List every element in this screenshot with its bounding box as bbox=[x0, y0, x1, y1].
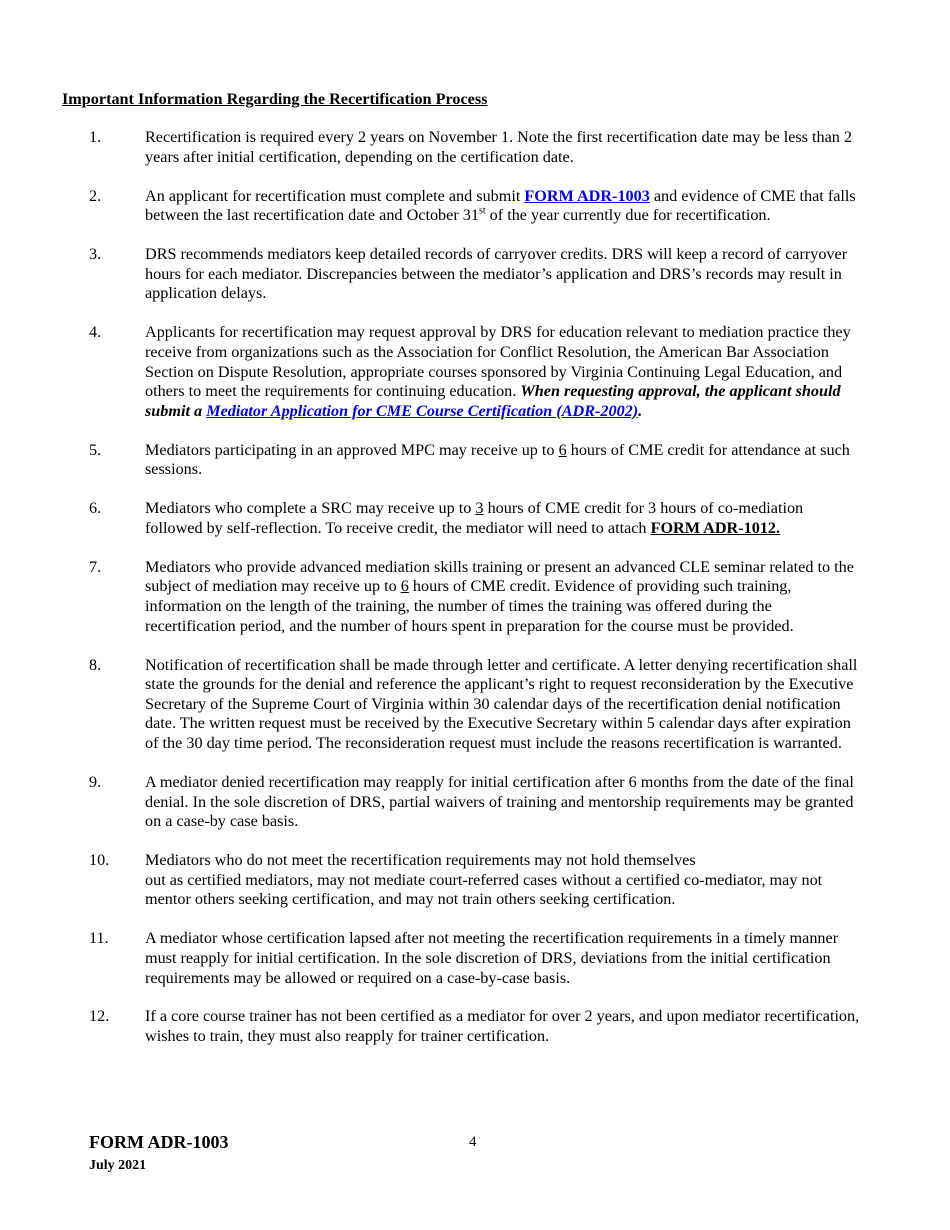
footer-date: July 2021 bbox=[89, 1158, 147, 1173]
list-item bbox=[0, 499, 950, 538]
list-item bbox=[0, 245, 950, 304]
item-number: 6. bbox=[89, 499, 102, 518]
list-item bbox=[0, 1007, 950, 1046]
item-text-part: hours of CME credit for 3 hours of co-mediation followed by self-reflection. To receive credit, the mediator will need to attach bbox=[145, 499, 804, 537]
item-text: DRS recommends mediators keep detailed records of carryover credits. DRS will keep a record of carryover hours for each mediator. Discrepancies between the mediator’s application and DRS’s records may result in application delays. bbox=[145, 245, 848, 303]
item-text-part: Mediators who complete a SRC may receive up to bbox=[145, 499, 476, 518]
recertification-list bbox=[0, 128, 950, 1066]
item-number: 10. bbox=[89, 851, 110, 870]
item-text: If a core course trainer has not been certified as a mediator for over 2 years, and upon mediator recertification, wishes to train, they must also reapply for trainer certification. bbox=[145, 1007, 860, 1046]
item-number: 11. bbox=[89, 929, 109, 948]
item-text bbox=[145, 323, 863, 421]
item-text: Recertification is required every 2 years on November 1. Note the first recertification date may be less than 2 years after initial certification, depending on the certification date. bbox=[145, 128, 853, 166]
ordinal-suffix: st bbox=[478, 205, 486, 217]
list-item bbox=[0, 656, 950, 754]
hours-value: 6 bbox=[400, 577, 409, 596]
item-text-part: hours of CME credit for attendance at such sessions. bbox=[145, 440, 850, 479]
item-number: 3. bbox=[89, 245, 102, 264]
item-text bbox=[145, 558, 863, 636]
item-text-part: Mediators who provide advanced mediation skills training or present an advanced CLE seminar related to the subject of mediation may receive up to bbox=[145, 557, 854, 596]
page-number: 4 bbox=[469, 1134, 477, 1150]
item-number: 9. bbox=[89, 772, 102, 791]
item-text bbox=[145, 187, 863, 226]
list-item bbox=[0, 323, 950, 421]
cme-course-application-link[interactable]: Mediator Application for CME Course Certification (ADR-2002) bbox=[206, 401, 639, 420]
item-text-part: hours of CME credit. Evidence of providing such training, information on the length of the training, the number of times the training was offered during the recertification period, and the number of hours spent in preparation for the course must be provided. bbox=[145, 577, 794, 635]
list-item bbox=[0, 558, 950, 636]
item-number: 1. bbox=[89, 128, 102, 146]
list-item bbox=[0, 128, 950, 167]
item-text-line: Mediators who do not meet the recertification requirements may not hold themselves bbox=[145, 851, 696, 870]
item-text-part: Mediators participating in an approved MPC may receive up to bbox=[145, 440, 559, 459]
form-adr-1012-reference: FORM ADR-1012. bbox=[650, 518, 781, 537]
hours-value: 6 bbox=[558, 440, 567, 459]
item-number: 7. bbox=[89, 557, 102, 576]
section-heading: Important Information Regarding the Recertification Process bbox=[62, 90, 488, 108]
item-text-part: An applicant for recertification must complete and submit bbox=[145, 186, 525, 205]
item-text-part: and evidence of CME that falls between the last recertification date and October 31 bbox=[145, 186, 856, 225]
emphasis-text: When requesting approval, the applicant should submit a bbox=[145, 382, 841, 420]
item-text bbox=[145, 441, 863, 480]
list-item bbox=[0, 851, 950, 910]
item-text: A mediator denied recertification may reapply for initial certification after 6 months from the date of the final denial. In the sole discretion of DRS, partial waivers of training and mentorship requirements may be granted on a case-by case basis. bbox=[145, 772, 854, 831]
item-text: A mediator whose certification lapsed after not meeting the recertification requirements in a timely manner must reapply for initial certification. In the sole discretion of DRS, deviations from the initial certification requirements may be allowed or required on a case-by-case basis. bbox=[145, 929, 839, 987]
item-text: Notification of recertification shall be made through letter and certificate. A letter denying recertification shall state the grounds for the denial and reference the applicant’s right to request reconsideration by the Executive Secretary of the Supreme Court of Virginia within 30 calendar days of the recertification denial notification date. The written request must be received by the Executive Secretary within 5 calendar days after expiration of the 30 day time period. The reconsideration request must include the reasons recertification is warranted. bbox=[145, 655, 858, 752]
item-text bbox=[145, 851, 863, 910]
item-text bbox=[145, 499, 863, 538]
item-text-line: out as certified mediators, may not mediate court-referred cases without a certified co-mediator, may not mentor others seeking certification, and may not train others seeking certification. bbox=[145, 870, 823, 909]
list-item bbox=[0, 441, 950, 480]
list-item bbox=[0, 929, 950, 988]
item-text-part: of the year currently due for recertification. bbox=[485, 206, 771, 225]
item-text-part: . bbox=[638, 401, 643, 420]
item-number: 12. bbox=[89, 1007, 110, 1026]
item-number: 4. bbox=[89, 323, 102, 342]
item-number: 8. bbox=[89, 655, 102, 674]
item-text-part: Applicants for recertification may request approval by DRS for education relevant to mediation practice they receive from organizations such as the Association for Conflict Resolution, the American Bar Association Section on Dispute Resolution, appropriate courses sponsored by Virginia Continuing Legal Education, and others to meet the requirements for continuing education. bbox=[145, 323, 851, 401]
list-item bbox=[0, 773, 950, 832]
item-number: 5. bbox=[89, 440, 102, 459]
hours-value: 3 bbox=[475, 499, 484, 518]
item-number: 2. bbox=[89, 186, 102, 205]
list-item bbox=[0, 187, 950, 226]
footer-form-id: FORM ADR-1003 bbox=[89, 1132, 229, 1152]
form-adr-1003-link[interactable]: FORM ADR-1003 bbox=[524, 186, 650, 205]
